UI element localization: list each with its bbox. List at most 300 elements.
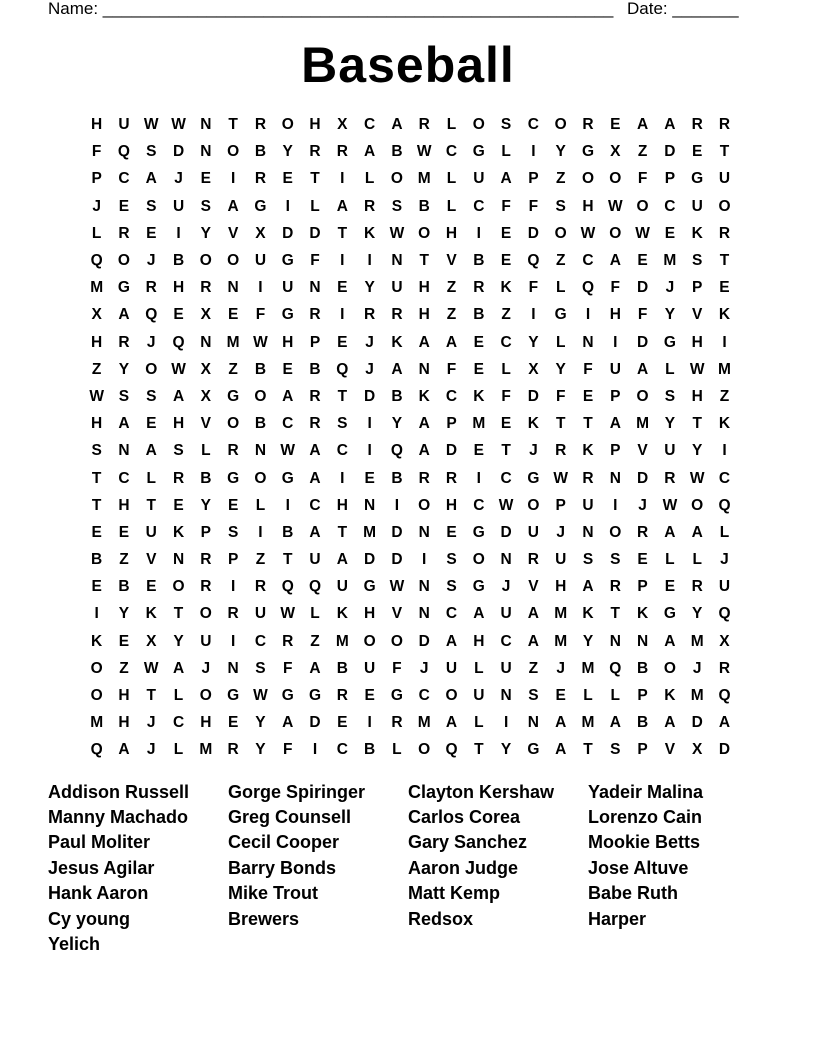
grid-cell[interactable]: M	[199, 741, 213, 759]
grid-cell[interactable]: P	[610, 442, 621, 460]
grid-cell[interactable]: C	[500, 632, 512, 650]
grid-cell[interactable]: Q	[718, 687, 731, 705]
grid-cell[interactable]: C	[118, 170, 130, 188]
grid-cell[interactable]: E	[146, 224, 157, 242]
grid-cell[interactable]: K	[418, 387, 430, 405]
grid-cell[interactable]: K	[473, 387, 485, 405]
grid-cell[interactable]: E	[227, 714, 239, 732]
grid-cell[interactable]: I	[94, 605, 99, 623]
grid-cell[interactable]: S	[173, 442, 184, 460]
grid-cell[interactable]: G	[308, 687, 322, 705]
grid-cell[interactable]: U	[200, 632, 212, 650]
grid-cell[interactable]: M	[663, 252, 677, 270]
grid-cell[interactable]: G	[227, 469, 240, 487]
grid-cell[interactable]: X	[610, 143, 621, 161]
grid-cell[interactable]: Y	[200, 224, 211, 242]
grid-cell[interactable]: B	[391, 469, 403, 487]
grid-cell[interactable]: K	[364, 224, 376, 242]
grid-cell[interactable]: H	[609, 306, 621, 324]
grid-cell[interactable]: C	[118, 469, 130, 487]
grid-cell[interactable]: L	[665, 551, 675, 569]
grid-cell[interactable]: L	[692, 551, 702, 569]
grid-cell[interactable]: Z	[637, 143, 648, 161]
grid-cell[interactable]: W	[689, 360, 705, 378]
grid-cell[interactable]: R	[227, 741, 239, 759]
grid-cell[interactable]: X	[146, 632, 157, 650]
grid-cell[interactable]: K	[718, 306, 731, 324]
grid-cell[interactable]: Y	[173, 632, 184, 650]
grid-cell[interactable]: M	[417, 714, 431, 732]
grid-cell[interactable]: B	[309, 360, 321, 378]
grid-cell[interactable]: R	[718, 224, 731, 242]
grid-cell[interactable]: B	[91, 551, 103, 569]
grid-cell[interactable]: F	[392, 659, 402, 677]
grid-cell[interactable]: K	[172, 523, 185, 541]
grid-cell[interactable]: X	[692, 741, 703, 759]
grid-cell[interactable]: D	[691, 714, 703, 732]
grid-cell[interactable]: E	[173, 306, 184, 324]
grid-cell[interactable]: T	[228, 116, 238, 134]
grid-cell[interactable]: U	[691, 197, 703, 215]
grid-cell[interactable]: E	[118, 197, 130, 215]
grid-cell[interactable]: O	[390, 170, 403, 188]
grid-cell[interactable]: O	[663, 659, 676, 677]
grid-cell[interactable]: A	[282, 387, 294, 405]
grid-cell[interactable]: X	[337, 116, 348, 134]
grid-cell[interactable]: W	[389, 224, 405, 242]
grid-cell[interactable]: N	[500, 687, 512, 705]
grid-cell[interactable]: M	[718, 360, 731, 378]
grid-cell[interactable]: A	[664, 714, 676, 732]
grid-cell[interactable]: H	[418, 279, 430, 297]
grid-cell[interactable]: W	[253, 333, 268, 351]
grid-cell[interactable]: E	[173, 496, 184, 514]
grid-cell[interactable]: T	[146, 496, 156, 514]
grid-cell[interactable]: H	[336, 496, 348, 514]
grid-cell[interactable]: W	[580, 224, 596, 242]
grid-cell[interactable]: S	[146, 143, 157, 161]
grid-cell[interactable]: E	[227, 306, 239, 324]
grid-cell[interactable]: U	[254, 605, 267, 623]
grid-cell[interactable]: A	[145, 442, 157, 460]
grid-cell[interactable]: A	[391, 360, 403, 378]
grid-cell[interactable]: I	[476, 469, 481, 487]
grid-cell[interactable]: C	[336, 442, 348, 460]
grid-cell[interactable]: Q	[336, 360, 349, 378]
grid-cell[interactable]: E	[200, 170, 211, 188]
grid-cell[interactable]: K	[718, 415, 731, 433]
grid-cell[interactable]: D	[664, 143, 676, 161]
grid-cell[interactable]: P	[692, 279, 703, 297]
grid-cell[interactable]: E	[146, 578, 157, 596]
grid-cell[interactable]: O	[199, 252, 212, 270]
grid-cell[interactable]: A	[664, 116, 676, 134]
grid-cell[interactable]: H	[91, 116, 103, 134]
grid-cell[interactable]: B	[254, 143, 267, 161]
grid-cell[interactable]: J	[174, 170, 183, 188]
grid-cell[interactable]: R	[364, 306, 376, 324]
grid-cell[interactable]: F	[282, 741, 293, 759]
grid-cell[interactable]: S	[91, 442, 102, 460]
grid-cell[interactable]: Y	[500, 741, 512, 759]
grid-cell[interactable]: V	[146, 551, 157, 569]
grid-cell[interactable]: B	[391, 143, 403, 161]
grid-cell[interactable]: G	[117, 279, 130, 297]
grid-cell[interactable]: O	[527, 496, 540, 514]
grid-cell[interactable]: C	[500, 469, 512, 487]
grid-cell[interactable]: Q	[281, 578, 294, 596]
grid-cell[interactable]: A	[609, 415, 621, 433]
grid-cell[interactable]: F	[446, 360, 457, 378]
grid-cell[interactable]: U	[473, 687, 485, 705]
grid-cell[interactable]: M	[90, 714, 104, 732]
grid-cell[interactable]: J	[92, 197, 101, 215]
grid-cell[interactable]: J	[201, 659, 211, 677]
grid-cell[interactable]: E	[91, 523, 102, 541]
grid-cell[interactable]: E	[500, 252, 512, 270]
grid-cell[interactable]: I	[531, 306, 536, 324]
grid-cell[interactable]: E	[282, 360, 293, 378]
grid-cell[interactable]: P	[637, 687, 648, 705]
grid-cell[interactable]: N	[527, 714, 539, 732]
grid-cell[interactable]: N	[500, 551, 512, 569]
grid-cell[interactable]: N	[118, 442, 130, 460]
grid-cell[interactable]: D	[309, 714, 321, 732]
grid-cell[interactable]: S	[692, 252, 703, 270]
grid-cell[interactable]: S	[146, 387, 157, 405]
grid-cell[interactable]: I	[340, 252, 345, 270]
grid-cell[interactable]: R	[391, 306, 403, 324]
grid-cell[interactable]: Y	[692, 442, 703, 460]
grid-cell[interactable]: Y	[282, 143, 293, 161]
grid-cell[interactable]: B	[473, 306, 485, 324]
grid-cell[interactable]: R	[254, 116, 267, 134]
grid-cell[interactable]: S	[337, 415, 348, 433]
grid-cell[interactable]: I	[722, 333, 727, 351]
grid-cell[interactable]: M	[581, 714, 595, 732]
grid-cell[interactable]: I	[422, 551, 427, 569]
name-field[interactable]: Name: ______________________________________________________	[48, 0, 614, 18]
grid-cell[interactable]: U	[445, 659, 458, 677]
grid-cell[interactable]: C	[418, 687, 430, 705]
grid-cell[interactable]: S	[582, 551, 594, 569]
grid-cell[interactable]: C	[309, 496, 321, 514]
grid-cell[interactable]: E	[500, 415, 512, 433]
grid-cell[interactable]: H	[282, 333, 294, 351]
grid-cell[interactable]: Y	[118, 360, 130, 378]
grid-cell[interactable]: I	[258, 279, 263, 297]
grid-cell[interactable]: Q	[718, 605, 731, 623]
grid-cell[interactable]: F	[528, 197, 539, 215]
grid-cell[interactable]: R	[227, 442, 239, 460]
grid-cell[interactable]: U	[145, 523, 157, 541]
grid-cell[interactable]: C	[664, 197, 676, 215]
grid-cell[interactable]: N	[227, 279, 239, 297]
grid-cell[interactable]: U	[118, 116, 130, 134]
grid-cell[interactable]: O	[227, 143, 240, 161]
date-field[interactable]: Date: _______	[627, 0, 739, 18]
grid-cell[interactable]: N	[582, 333, 594, 351]
grid-cell[interactable]: A	[555, 714, 567, 732]
grid-cell[interactable]: W	[143, 659, 159, 677]
grid-cell[interactable]: Y	[200, 496, 211, 514]
grid-cell[interactable]: X	[200, 360, 211, 378]
grid-cell[interactable]: O	[554, 224, 567, 242]
grid-cell[interactable]: D	[391, 523, 403, 541]
grid-cell[interactable]: E	[227, 496, 239, 514]
grid-cell[interactable]: J	[146, 333, 156, 351]
grid-cell[interactable]: P	[610, 387, 621, 405]
grid-cell[interactable]: E	[664, 224, 676, 242]
grid-cell[interactable]: V	[528, 578, 539, 596]
grid-cell[interactable]: I	[722, 442, 727, 460]
grid-cell[interactable]: T	[419, 252, 429, 270]
grid-cell[interactable]: W	[253, 687, 268, 705]
grid-cell[interactable]: S	[555, 197, 566, 215]
grid-cell[interactable]: B	[473, 252, 485, 270]
grid-cell[interactable]: S	[146, 197, 157, 215]
grid-cell[interactable]: D	[391, 551, 403, 569]
grid-cell[interactable]: N	[636, 632, 649, 650]
grid-cell[interactable]: W	[280, 442, 296, 460]
grid-cell[interactable]: T	[583, 415, 593, 433]
grid-cell[interactable]: W	[171, 360, 186, 378]
grid-cell[interactable]: N	[418, 523, 430, 541]
grid-cell[interactable]: R	[200, 279, 212, 297]
grid-cell[interactable]: P	[664, 170, 676, 188]
grid-cell[interactable]: X	[719, 632, 730, 650]
grid-cell[interactable]: K	[664, 687, 676, 705]
grid-cell[interactable]: J	[638, 496, 647, 514]
grid-cell[interactable]: M	[417, 170, 431, 188]
grid-cell[interactable]: D	[445, 442, 458, 460]
grid-cell[interactable]: E	[500, 224, 512, 242]
grid-cell[interactable]: J	[720, 551, 729, 569]
grid-cell[interactable]: F	[282, 659, 293, 677]
grid-cell[interactable]: C	[527, 116, 539, 134]
grid-cell[interactable]: U	[718, 170, 731, 188]
grid-cell[interactable]: I	[312, 741, 318, 759]
grid-cell[interactable]: O	[718, 197, 731, 215]
grid-cell[interactable]: R	[718, 659, 731, 677]
grid-cell[interactable]: A	[145, 170, 157, 188]
grid-cell[interactable]: A	[336, 551, 348, 569]
grid-cell[interactable]: W	[416, 143, 432, 161]
grid-cell[interactable]: E	[473, 333, 484, 351]
grid-cell[interactable]: U	[718, 578, 731, 596]
grid-cell[interactable]: C	[445, 605, 458, 623]
grid-cell[interactable]: B	[254, 415, 267, 433]
grid-cell[interactable]: F	[637, 170, 648, 188]
grid-cell[interactable]: M	[554, 632, 568, 650]
grid-cell[interactable]: Y	[528, 333, 539, 351]
grid-cell[interactable]: J	[146, 714, 156, 732]
grid-cell[interactable]: T	[337, 387, 348, 405]
grid-cell[interactable]: B	[418, 197, 430, 215]
grid-cell[interactable]: W	[662, 496, 678, 514]
grid-cell[interactable]: S	[528, 687, 539, 705]
grid-cell[interactable]: Q	[308, 578, 322, 596]
grid-cell[interactable]: S	[200, 197, 211, 215]
grid-cell[interactable]: U	[527, 523, 539, 541]
grid-cell[interactable]: C	[172, 714, 185, 732]
grid-cell[interactable]: E	[282, 170, 293, 188]
grid-cell[interactable]: I	[340, 306, 345, 324]
grid-cell[interactable]: R	[336, 143, 348, 161]
grid-cell[interactable]: E	[91, 578, 102, 596]
grid-cell[interactable]: R	[282, 632, 294, 650]
grid-cell[interactable]: R	[391, 714, 403, 732]
grid-cell[interactable]: D	[636, 333, 649, 351]
grid-cell[interactable]: Z	[719, 387, 730, 405]
grid-cell[interactable]: J	[146, 252, 156, 270]
grid-cell[interactable]: X	[91, 306, 102, 324]
grid-cell[interactable]: O	[281, 116, 294, 134]
grid-cell[interactable]: H	[582, 197, 594, 215]
grid-cell[interactable]: B	[636, 659, 649, 677]
grid-cell[interactable]: E	[637, 252, 648, 270]
grid-cell[interactable]: J	[365, 360, 374, 378]
grid-cell[interactable]: A	[418, 333, 430, 351]
grid-cell[interactable]: O	[609, 224, 622, 242]
grid-cell[interactable]: J	[419, 659, 429, 677]
grid-cell[interactable]: M	[690, 687, 704, 705]
grid-cell[interactable]: O	[90, 687, 103, 705]
grid-cell[interactable]: E	[118, 632, 130, 650]
grid-cell[interactable]: G	[281, 469, 294, 487]
grid-cell[interactable]: B	[391, 387, 403, 405]
grid-cell[interactable]: X	[255, 224, 266, 242]
grid-cell[interactable]: O	[418, 224, 431, 242]
grid-cell[interactable]: M	[554, 605, 568, 623]
grid-cell[interactable]: L	[310, 605, 320, 623]
grid-cell[interactable]: I	[285, 197, 290, 215]
grid-cell[interactable]: R	[254, 578, 267, 596]
grid-cell[interactable]: P	[227, 551, 239, 569]
grid-cell[interactable]: A	[527, 605, 539, 623]
grid-cell[interactable]: U	[500, 659, 512, 677]
grid-cell[interactable]: H	[364, 605, 376, 623]
grid-cell[interactable]: A	[500, 170, 512, 188]
grid-cell[interactable]: L	[665, 360, 675, 378]
grid-cell[interactable]: A	[172, 659, 185, 677]
grid-cell[interactable]: E	[337, 333, 348, 351]
grid-cell[interactable]: K	[145, 605, 157, 623]
grid-cell[interactable]: R	[336, 687, 348, 705]
grid-cell[interactable]: A	[473, 605, 485, 623]
grid-cell[interactable]: R	[172, 469, 185, 487]
grid-cell[interactable]: A	[609, 252, 621, 270]
grid-cell[interactable]: Q	[718, 496, 731, 514]
grid-cell[interactable]: E	[582, 387, 594, 405]
grid-cell[interactable]: L	[501, 360, 511, 378]
grid-cell[interactable]: C	[364, 116, 376, 134]
grid-cell[interactable]: A	[664, 523, 676, 541]
grid-cell[interactable]: L	[255, 496, 266, 514]
grid-cell[interactable]: G	[281, 306, 294, 324]
grid-cell[interactable]: I	[531, 143, 536, 161]
grid-cell[interactable]: U	[391, 279, 403, 297]
grid-cell[interactable]: A	[718, 714, 731, 732]
grid-cell[interactable]: I	[367, 252, 372, 270]
grid-cell[interactable]: H	[555, 578, 567, 596]
grid-cell[interactable]: G	[691, 170, 704, 188]
grid-cell[interactable]: E	[473, 442, 484, 460]
grid-cell[interactable]: R	[691, 578, 703, 596]
grid-cell[interactable]: R	[718, 116, 731, 134]
grid-cell[interactable]: L	[583, 687, 593, 705]
grid-cell[interactable]: F	[555, 387, 566, 405]
grid-cell[interactable]: Z	[528, 659, 539, 677]
grid-cell[interactable]: D	[718, 741, 731, 759]
grid-cell[interactable]: A	[418, 442, 430, 460]
grid-cell[interactable]: X	[528, 360, 539, 378]
grid-cell[interactable]: J	[665, 279, 675, 297]
grid-cell[interactable]: R	[309, 306, 321, 324]
grid-cell[interactable]: L	[310, 197, 320, 215]
grid-cell[interactable]: I	[285, 496, 290, 514]
grid-cell[interactable]: V	[227, 224, 239, 242]
grid-cell[interactable]: V	[200, 415, 211, 433]
grid-cell[interactable]: Z	[228, 360, 238, 378]
grid-cell[interactable]: D	[172, 143, 185, 161]
grid-cell[interactable]: Y	[555, 360, 566, 378]
grid-cell[interactable]: U	[309, 551, 321, 569]
grid-cell[interactable]: B	[118, 578, 130, 596]
grid-cell[interactable]: G	[472, 523, 485, 541]
grid-cell[interactable]: A	[336, 197, 348, 215]
grid-cell[interactable]: T	[610, 605, 621, 623]
grid-cell[interactable]: F	[255, 306, 266, 324]
grid-cell[interactable]: M	[581, 659, 595, 677]
grid-cell[interactable]: H	[691, 333, 703, 351]
grid-cell[interactable]: E	[473, 360, 484, 378]
grid-cell[interactable]: P	[637, 578, 648, 596]
grid-cell[interactable]: R	[609, 578, 621, 596]
grid-cell[interactable]: D	[364, 387, 376, 405]
grid-cell[interactable]: H	[309, 116, 321, 134]
grid-cell[interactable]: N	[418, 578, 430, 596]
grid-cell[interactable]: L	[173, 741, 184, 759]
grid-cell[interactable]: T	[555, 415, 566, 433]
grid-cell[interactable]: D	[636, 469, 649, 487]
grid-cell[interactable]: P	[309, 333, 321, 351]
grid-cell[interactable]: C	[473, 197, 485, 215]
grid-cell[interactable]: B	[172, 252, 185, 270]
grid-cell[interactable]: E	[555, 687, 566, 705]
grid-cell[interactable]: G	[363, 578, 376, 596]
grid-cell[interactable]: G	[254, 197, 267, 215]
grid-cell[interactable]: H	[172, 415, 185, 433]
grid-cell[interactable]: H	[691, 387, 703, 405]
grid-cell[interactable]: A	[418, 415, 430, 433]
grid-cell[interactable]: T	[692, 415, 702, 433]
grid-cell[interactable]: J	[365, 333, 374, 351]
grid-cell[interactable]: U	[336, 578, 348, 596]
grid-cell[interactable]: S	[255, 659, 266, 677]
grid-cell[interactable]: Q	[117, 143, 130, 161]
grid-cell[interactable]: H	[172, 279, 185, 297]
grid-cell[interactable]: O	[472, 116, 485, 134]
grid-cell[interactable]: O	[199, 687, 212, 705]
grid-cell[interactable]: O	[445, 687, 458, 705]
grid-cell[interactable]: A	[391, 116, 403, 134]
grid-cell[interactable]: A	[118, 306, 130, 324]
grid-cell[interactable]: M	[472, 415, 486, 433]
grid-cell[interactable]: A	[309, 469, 321, 487]
grid-cell[interactable]: Y	[582, 632, 594, 650]
grid-cell[interactable]: L	[91, 224, 102, 242]
